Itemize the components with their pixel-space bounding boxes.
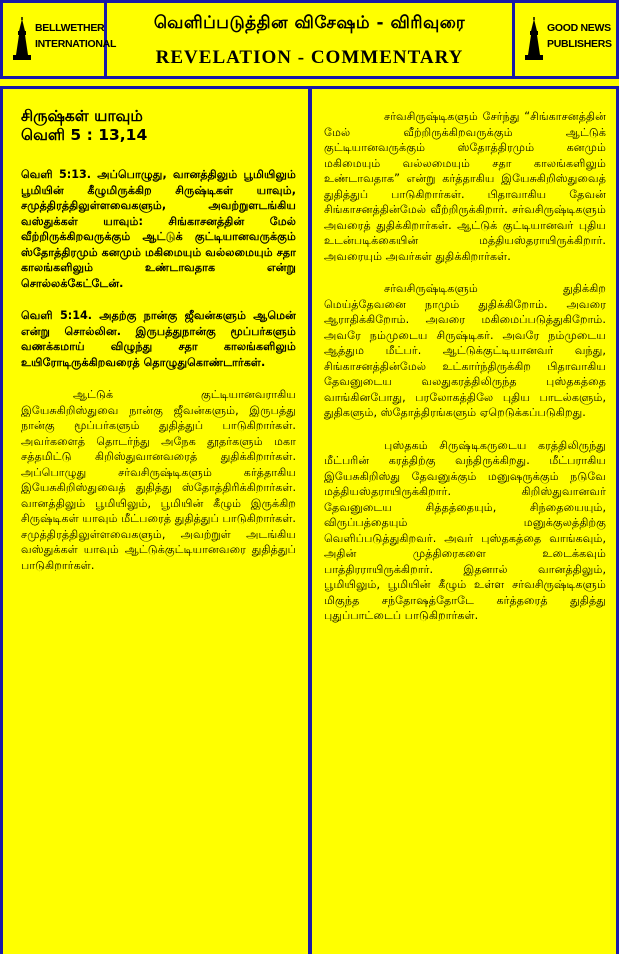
- section-title: சிருஷ்கள் யாவும்: [21, 107, 143, 125]
- header-title-block: [107, 3, 512, 76]
- publisher-logo-left: [3, 3, 117, 76]
- tower-icon: [11, 17, 33, 61]
- right-column: [309, 86, 619, 954]
- commentary-paragraph-1: சர்வசிருஷ்டிகளும் சேர்ந்து “சிங்காசனத்தின் மேல் வீற்றிருக்கிறவருக்கும் ஆட்டுக் குட்டியானவருக்கும் ஸ்தோத்திரமும் கனமும் மகிமையும் வல்லமையும் சதா காலங்களிலும் உண்டாவதாக” என்று கர்த்தாகிய இயேசுகிறிஸ்துவைத் துதித்துப் பாடுகிறார்கள். பிதாவாகிய தேவன் சிங்காசனத்தின்மேல் வீற்றிருக்கிறார். சர்வசிருஷ்டிகளும் அவரைத் துதிக்கிறார்கள். ஆட்டுக் குட்டியானவர் புதிய உடன்படிக்கையின் மத்தியஸ்தராயிருக்கிறார். அவரையும் அவர்கள் துதிக்கிறார்கள்.: [324, 110, 606, 263]
- logo-line-1: GOOD NEWS: [547, 22, 611, 34]
- verse-14: வெளி 5:14. அதற்கு நான்கு ஜீவன்களும் ஆமென் என்று சொல்லின. இருபத்துநான்கு மூப்பர்களும் வணக்கமாய் விழுந்து சதா காலங்களிலும் உயிரோடிருக்கிறவரைத் தொழுதுகொண்டார்கள்.: [21, 309, 296, 369]
- logo-line-2: INTERNATIONAL: [35, 38, 117, 50]
- commentary-paragraph-2: சர்வசிருஷ்டிகளும் துதிக்கிற மெய்த்தேவனை நாமும் துதிக்கிறோம். அவரை ஆராதிக்கிறோம். அவரை மகிமைப்படுத்துகிறோம். அவரே நம்முடைய சிருஷ்டிகர். அவரே நம்முடைய ஆத்தும மீட்பர். ஆட்டுக்குட்டியானவர் வந்து, சிங்காசனத்தின்மேல் உட்கார்ந்திருக்கிற பிதாவாகிய தேவனுடைய வலதுகரத்திலிருந்த புஸ்தகத்தை வாங்கினபோது, பரலோகத்திலே புதிய பாடல்களும், துதிகளும், ஸ்தோத்திரங்களும் ஏறெடுக்கப்படுகிறது.: [324, 282, 606, 419]
- tower-icon: [523, 17, 545, 61]
- verse-13: வெளி 5:13. அப்பொழுது, வானத்திலும் பூமியிலும் பூமியின் கீழுமிருக்கிற சிருஷ்டிகள் யாவும், சமுத்திரத்திலுள்ளவைகளும், அவற்றுளடங்கிய வஸ்துக்கள் யாவும்: சிங்காசனத்தின் மேல் வீற்றிருக்கிறவருக்கும் ஆட்டுக் குட்டியானவருக்கும் ஸ்தோத்திரமும் கனமும் மகிமையும் வல்லமையும் சதா காலங்களிலும் உண்டாவதாக என்று சொல்லக்கேட்டேன்.: [21, 168, 296, 290]
- good-news-logo: [523, 15, 613, 63]
- logo-line-2: PUBLISHERS: [547, 38, 612, 50]
- section-reference: வெளி 5 : 13,14: [21, 126, 148, 144]
- commentary-paragraph-3: புஸ்தகம் சிருஷ்டிகருடைய கரத்திலிருந்து மீட்பரின் கரத்திற்கு வந்திருக்கிறது. மீட்பராகிய இயேசுகிறிஸ்து தேவனுக்கும் மனுஷருக்கும் நடுவே மத்தியஸ்தராயிருக்கிறார். கிறிஸ்துவானவர் தேவனுடைய சித்தத்தையும், சிந்தையையும், விருப்பத்தையும் மனுக்குலத்திற்கு வெளிப்படுத்துகிறவர். அவர் புஸ்தகத்தை வாங்கவும், அதின் முத்திரைகளை உடைக்கவும் பாத்திரராயிருக்கிறார். இதனால் வானத்திலும், பூமியிலும், பூமியின் கீழும் உள்ள சர்வசிருஷ்டிகளும் மிகுந்த சந்தோஷத்தோடே கர்த்தரைத் துதித்து புதுப்பாட்டைப் பாடுகிறார்கள்.: [324, 438, 606, 622]
- title-english: REVELATION - COMMENTARY: [155, 47, 464, 68]
- right-column-content: [324, 109, 606, 624]
- left-column: [0, 86, 311, 954]
- title-tamil: வெளிப்படுத்தின விசேஷம் - விரிவுரை: [153, 13, 466, 33]
- header-banner: [0, 0, 619, 79]
- good-news-logo-text: [547, 21, 613, 51]
- publisher-logo-right: [512, 3, 616, 76]
- left-column-content: [21, 107, 296, 573]
- commentary-paragraph: ஆட்டுக் குட்டியானவராகிய இயேசுகிறிஸ்துவை நான்கு ஜீவன்களும், இருபத்து நான்கு மூப்பர்களும் துதித்துப் பாடுகிறார்கள். அவர்களைத் தொடர்ந்து அநேக தூதர்களும் மகா சத்தமிட்டு கிறிஸ்துவானவரைத் துதிக்கிறார்கள். அப்பொழுது சர்வசிருஷ்டிகளும் கர்த்தாகிய இயேசுகிறிஸ்துவைத் துதித்து ஸ்தோத்திரிக்கிறார்கள். வானத்திலும் பூமியிலும், பூமியின் கீழும் இருக்கிற சிருஷ்டிகள் யாவும் மீட்பரைத் துதித்துப் பாடுகிறார்கள். சமுத்திரத்திலுள்ளவைகளும், அவற்றுள் அடங்கிய வஸ்துக்கள் யாவும் ஆட்டுக்குட்டியானவரை துதித்துப் பாடுகிறார்கள்.: [21, 388, 296, 572]
- bellwether-logo-text: [35, 21, 117, 51]
- logo-line-1: BELLWETHER: [35, 22, 105, 34]
- bellwether-logo: [11, 15, 117, 63]
